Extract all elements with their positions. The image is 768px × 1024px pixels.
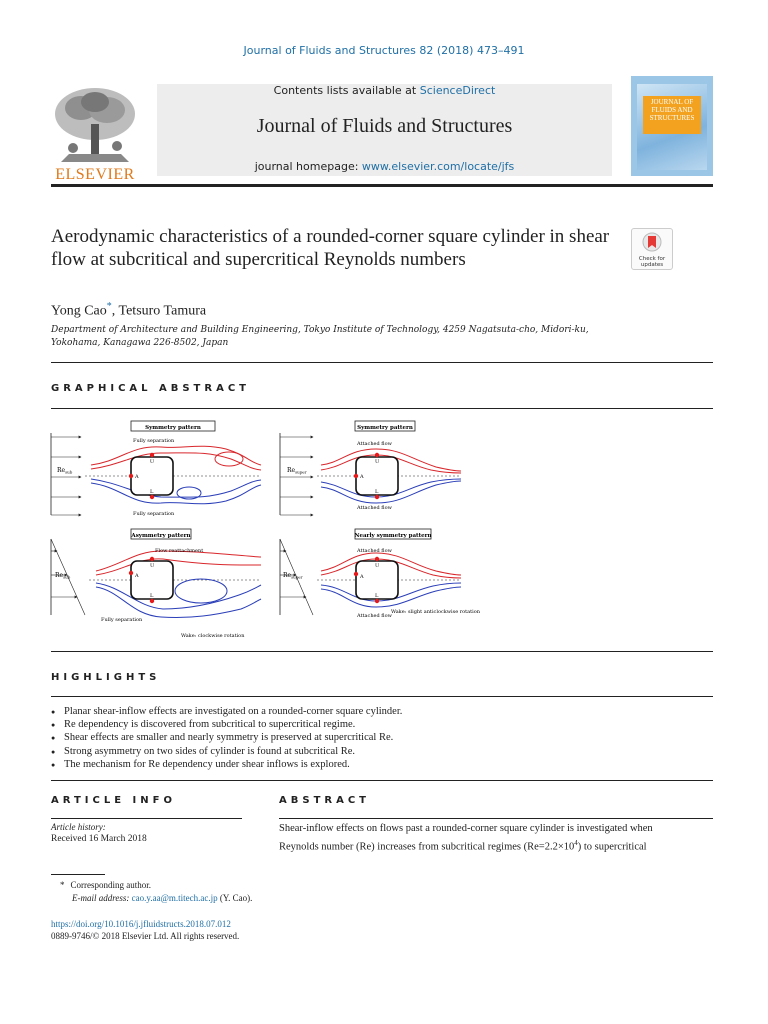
- corresponding-footnote: [60, 880, 151, 890]
- panel-subcritical-uniform: [51, 421, 261, 517]
- elsevier-tree-icon: [51, 84, 139, 164]
- wake-label: Wake: clockwise rotation: [181, 633, 245, 639]
- panel-supercritical-uniform: [280, 421, 461, 515]
- panel-supercritical-shear: [280, 529, 481, 619]
- sciencedirect-link[interactable]: ScienceDirect: [419, 84, 496, 97]
- received-date: Received 16 March 2018: [51, 834, 147, 844]
- top-flow-label: Fully separation: [133, 438, 175, 444]
- pattern-label: Symmetry pattern: [357, 425, 413, 431]
- email-label: E-mail address:: [72, 893, 132, 903]
- author-line: [51, 301, 206, 320]
- svg-text:Resuper: $Re_{super}$: [287, 467, 307, 475]
- footnote-star: *: [60, 880, 65, 890]
- divider: [51, 780, 713, 781]
- point-a-label: A: [360, 474, 364, 480]
- top-flow-label: Flow reattachment: [155, 548, 204, 554]
- email-suffix: (Y. Cao).: [217, 893, 253, 903]
- point-a-label: A: [360, 574, 364, 580]
- cover-title: JOURNAL OF FLUIDS AND STRUCTURES: [643, 96, 701, 134]
- abstract-line-1: Shear-inflow effects on flows past a rounded-corner square cylinder is investigated when: [279, 823, 653, 834]
- point-u-label: U: [375, 563, 380, 569]
- divider: [51, 362, 713, 363]
- re-label: $Re_{sub}$: [57, 467, 73, 475]
- divider: [51, 696, 713, 697]
- highlights-list: [51, 705, 402, 771]
- top-flow-label: Attached flow: [357, 441, 392, 447]
- bottom-flow-label: Attached flow: [357, 505, 392, 511]
- check-updates-label: Check for updates: [638, 256, 666, 268]
- point-l-marker: [150, 495, 154, 499]
- list-item: ● Planar shear-inflow effects are investigated on a rounded-corner square cylinder.: [51, 705, 402, 718]
- author-1: Yong Cao: [51, 303, 107, 319]
- journal-title: Journal of Fluids and Structures: [256, 115, 513, 137]
- point-u-label: U: [375, 459, 380, 465]
- journal-reference[interactable]: Journal of Fluids and Structures 82 (2018) 473–491: [243, 44, 525, 57]
- contents-prefix: Contents lists available at: [273, 84, 420, 97]
- bottom-flow-label: Fully separation: [101, 617, 143, 623]
- author-2: Tetsuro Tamura: [118, 303, 207, 319]
- homepage-link[interactable]: www.elsevier.com/locate/jfs: [361, 160, 515, 173]
- list-item: ● Strong asymmetry on two sides of cylinder is found at subcritical Re.: [51, 745, 402, 758]
- affiliation: Department of Architecture and Building Engineering, Tokyo Institute of Technology, 4259 Nagatsuta-cho, Midori-ku, Yokohama, Kanagawa 226-8502, Japan: [51, 325, 589, 348]
- highlights-heading: HIGHLIGHTS: [51, 672, 161, 683]
- divider: [279, 818, 713, 819]
- elsevier-logo: [51, 84, 139, 183]
- corresponding-author-link[interactable]: *: [106, 301, 112, 312]
- divider: [51, 408, 713, 409]
- list-item: ● The mechanism for Re dependency under shear inflows is explored.: [51, 758, 402, 771]
- homepage-prefix: journal homepage:: [254, 160, 362, 173]
- abstract-text: [279, 822, 713, 855]
- article-history-label: Article history:: [51, 822, 106, 832]
- point-a-marker: [129, 474, 133, 478]
- point-u-label: U: [150, 563, 155, 569]
- email-footnote: [72, 893, 252, 903]
- publisher-name: ELSEVIER: [55, 166, 135, 183]
- divider: [51, 651, 713, 652]
- contents-line: [157, 84, 612, 97]
- homepage-line: [157, 160, 612, 173]
- divider: [51, 818, 242, 819]
- wake-label: Wake: slight anticlockwise rotation: [391, 609, 481, 615]
- graphical-abstract-figure: [51, 415, 481, 643]
- pattern-label: Nearly symmetry pattern: [354, 533, 432, 539]
- panel-subcritical-shear: [51, 529, 261, 639]
- list-item: ● Re dependency is discovered from subcritical to supercritical regime.: [51, 718, 402, 731]
- bottom-flow-label: Attached flow: [357, 613, 392, 619]
- journal-cover: [631, 76, 713, 176]
- list-item: ● Shear effects are smaller and nearly symmetry is preserved at supercritical Re.: [51, 731, 402, 744]
- svg-text:Resuper: $Re_{super}$: [283, 572, 303, 580]
- copyright-line: 0889-9746/© 2018 Elsevier Ltd. All rights reserved.: [51, 931, 240, 941]
- abstract-line-2: Reynolds number (Re) increases from subcritical regimes $(Re=2.2\times 10^4)$ to supercritical: [279, 839, 647, 853]
- point-l-label: L: [375, 489, 379, 495]
- pattern-label: Symmetry pattern: [145, 425, 201, 431]
- corresponding-label: Corresponding author.: [70, 880, 151, 890]
- header-rule: [51, 184, 713, 187]
- email-link[interactable]: cao.y.aa@m.titech.ac.jp: [131, 893, 218, 903]
- bottom-flow-label: Fully separation: [133, 511, 175, 517]
- point-a-label: A: [135, 573, 139, 579]
- svg-text:Resub: $Re_{sub}$: [55, 572, 71, 580]
- footnote-rule: [51, 874, 105, 875]
- point-l-label: L: [375, 593, 379, 599]
- point-a-label: A: [135, 474, 139, 480]
- bookmark-icon: [642, 232, 662, 252]
- abstract-heading: ABSTRACT: [279, 795, 370, 806]
- top-flow-label: Attached flow: [357, 548, 392, 554]
- pattern-label: Asymmetry pattern: [131, 533, 191, 539]
- article-info-heading: ARTICLE INFO: [51, 795, 176, 806]
- check-for-updates-button[interactable]: [631, 228, 673, 270]
- author-separator: ,: [111, 303, 119, 319]
- article-title: Aerodynamic characteristics of a rounded-corner square cylinder in shear flow at subcritical and supercritical Reynolds numbers: [51, 226, 610, 270]
- point-u-marker: [150, 453, 154, 457]
- doi-link[interactable]: https://doi.org/10.1016/j.jfluidstructs.2018.07.012: [51, 919, 231, 929]
- graphical-abstract-heading: GRAPHICAL ABSTRACT: [51, 383, 250, 394]
- point-l-label: L: [150, 593, 154, 599]
- point-u-label: U: [149, 459, 155, 465]
- point-l-label: L: [150, 489, 154, 495]
